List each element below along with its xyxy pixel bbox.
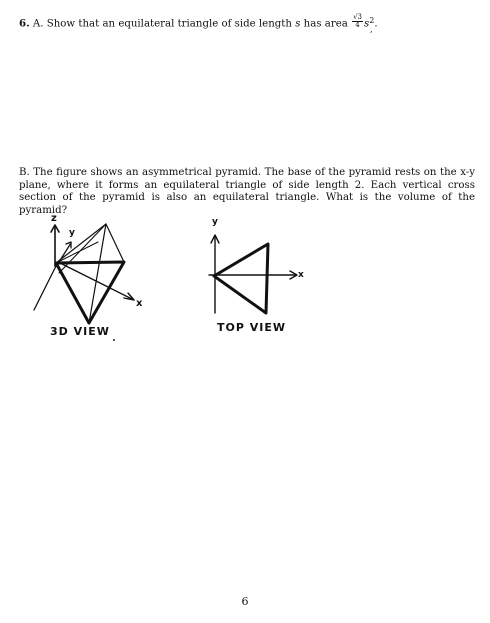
area-fraction (352, 14, 363, 29)
top-view-caption: TOP VIEW (217, 321, 286, 334)
part-a-text: Show that an equilateral triangle of side length (46, 18, 292, 30)
area-numerator: √3 (353, 13, 362, 21)
area-exponent: 2 (369, 15, 375, 25)
y-axis-label-3d: y (69, 228, 76, 238)
stray-dot (113, 339, 115, 341)
view3d-caption: 3D VIEW (50, 325, 110, 338)
y-axis-label-top: y (212, 217, 219, 227)
area-denominator: 4 (355, 21, 360, 29)
problem-6-part-b: B. The figure shows an asymmetrical pyramid. The base of the pyramid rests on the x-y plane, where it forms an equilateral triangle of side length 2. Each vertical cross section of the pyramid is also an equilateral triangle. What is the volume of the pyramid? (19, 167, 475, 216)
problem-number: 6. (19, 17, 30, 30)
side-variable: s (295, 18, 301, 30)
page-number: 6 (241, 595, 249, 608)
pyramid-top-view-sketch (200, 225, 310, 325)
stray-mark: , (370, 25, 373, 34)
period: . (374, 18, 378, 30)
area-variable: s (364, 18, 370, 30)
pyramid-3d-sketch (26, 218, 166, 328)
part-a-mid: has area (303, 18, 348, 30)
problem-6-part-a (19, 13, 479, 31)
x-axis-label-top: x (298, 270, 305, 280)
part-a-label: A. (32, 18, 44, 30)
x-axis-label-3d: x (136, 298, 144, 309)
z-axis-label: z (51, 213, 58, 224)
